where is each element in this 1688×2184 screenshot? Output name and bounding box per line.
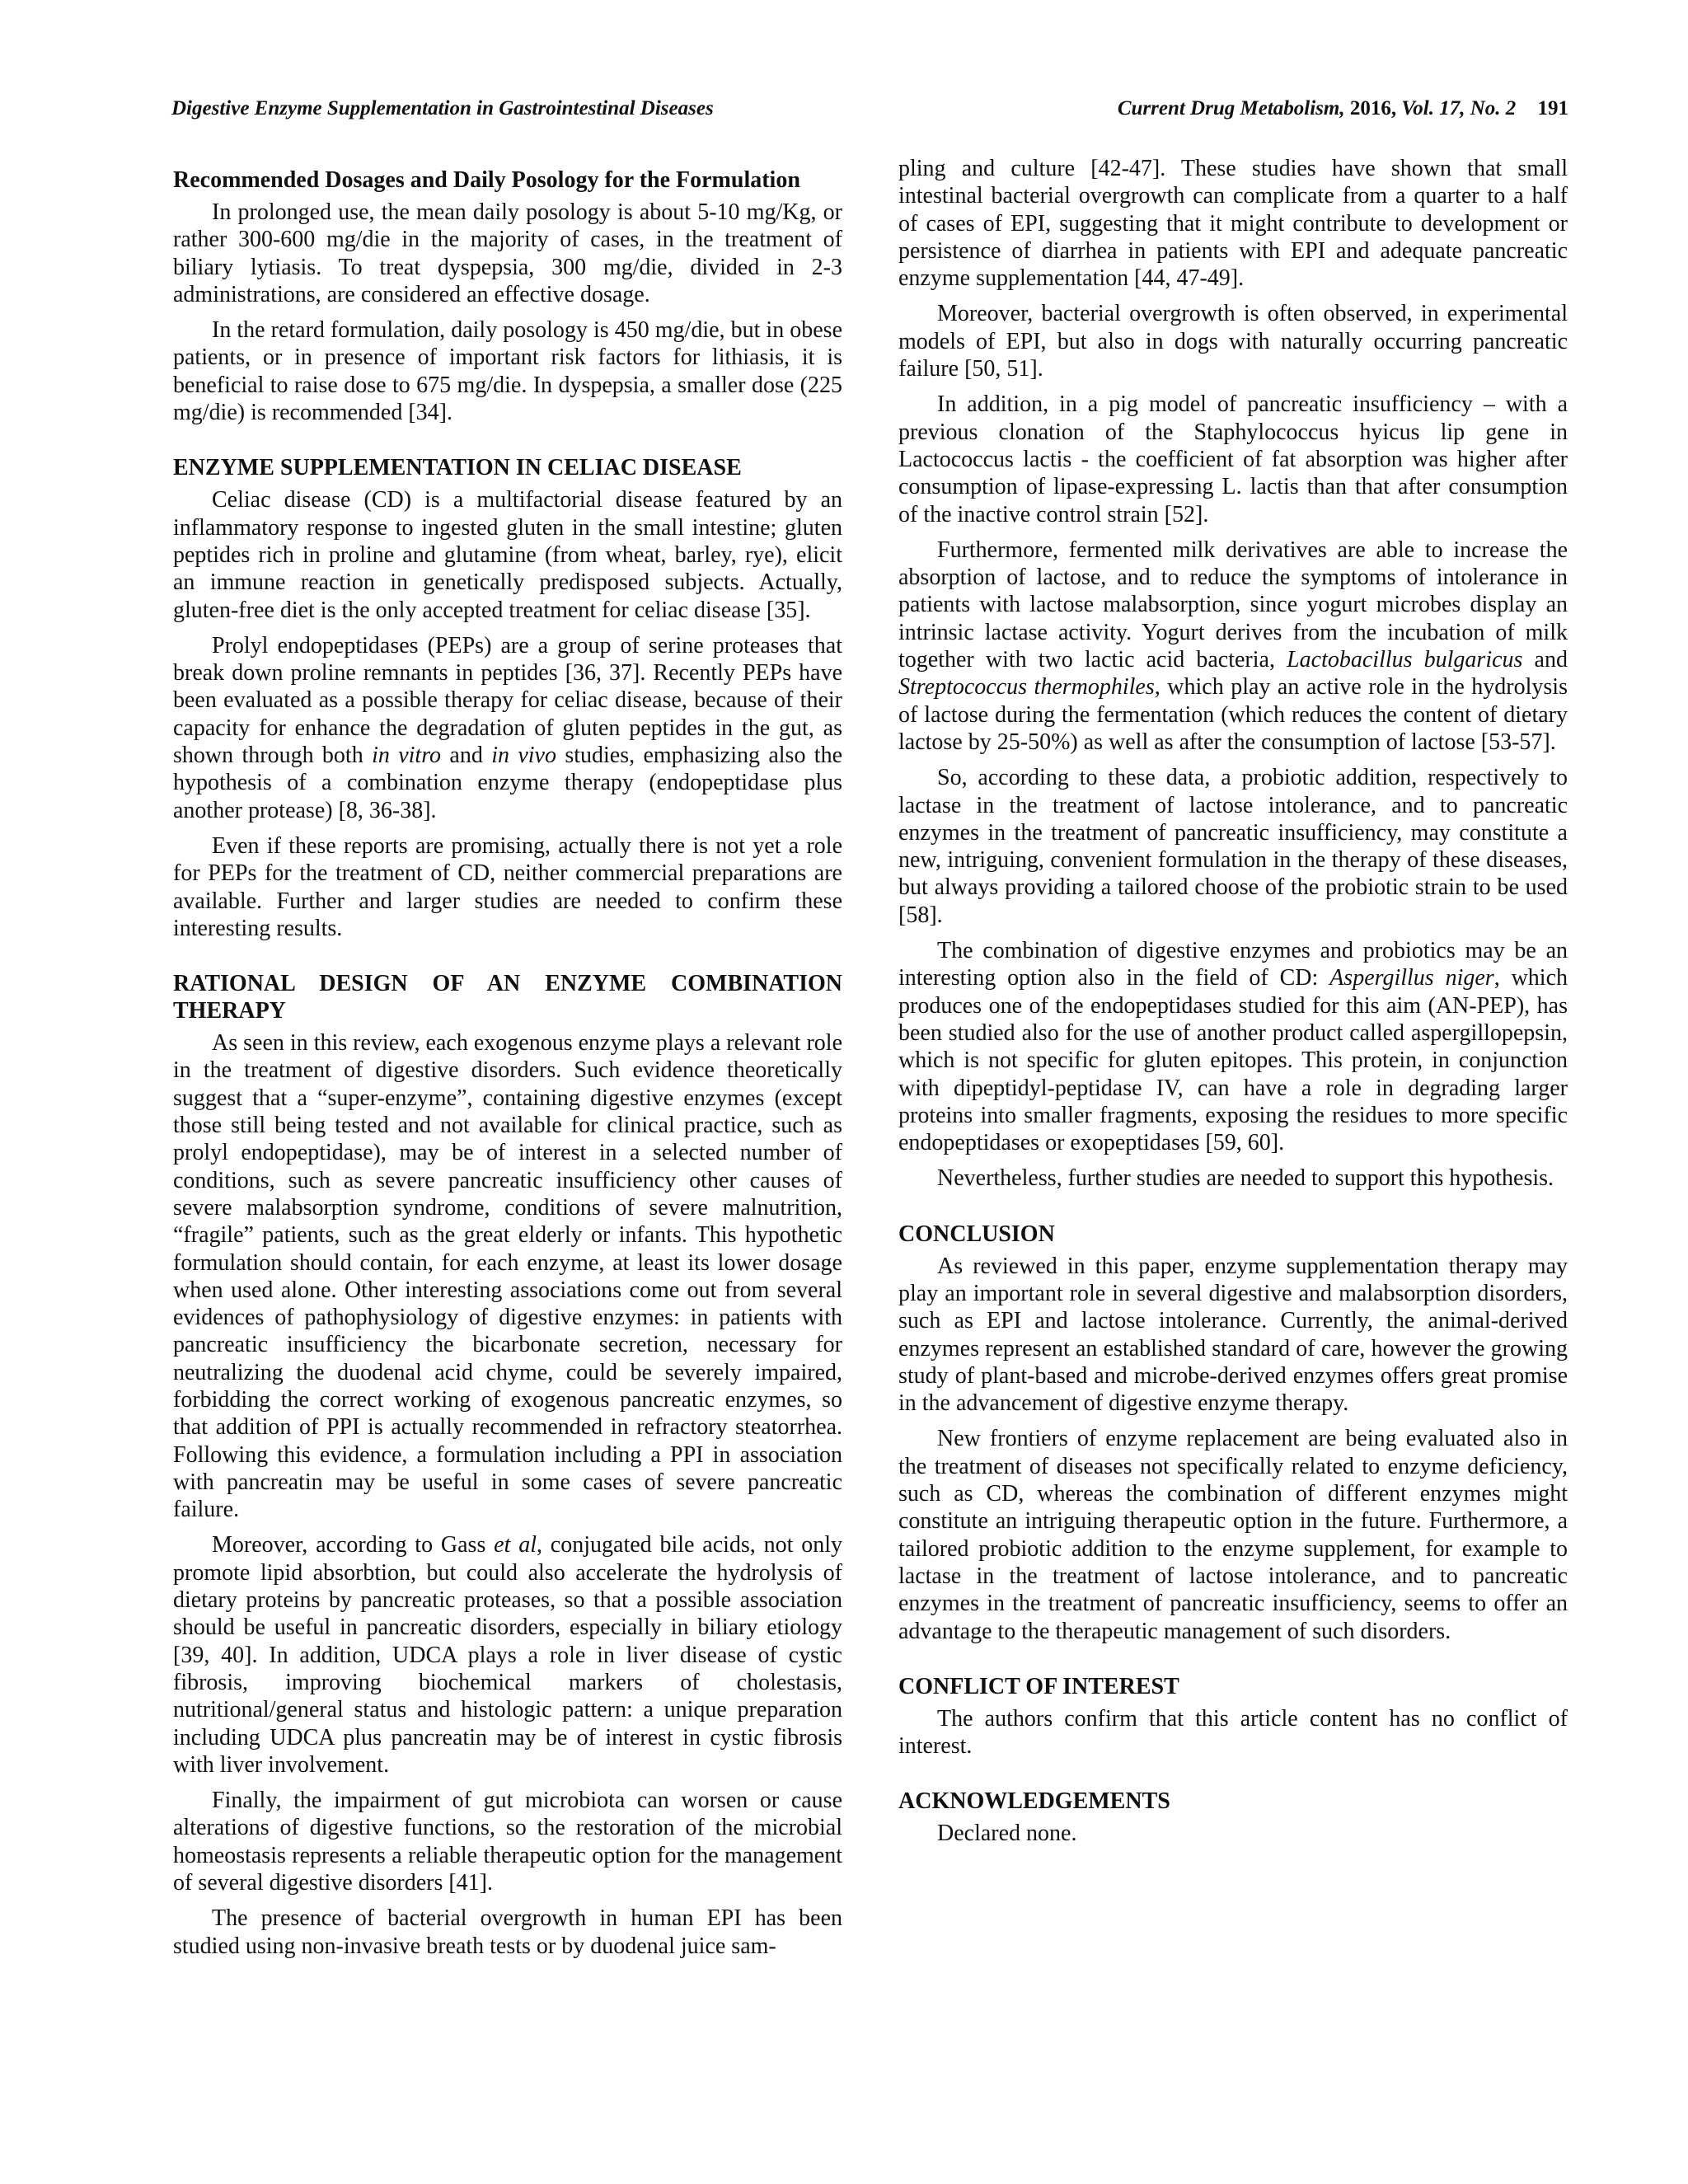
paragraph: New frontiers of enzyme replacement are being evaluated also in the treatment of diseases not specifically related to enzyme deficiency, such as CD, whereas the combination of different enzymes might constitute an intriguing therapeutic option in the future. Furthermore, a tailored probiotic addition to the enzyme supplement, for example to lactase in the treatment of lactose intolerance, and to pancreatic enzymes in the treatment of pancreatic insufficiency, seems to offer an advantage to the therapeutic management of such disorders. — [898, 1426, 1568, 1644]
header-journal: Current Drug Metabolism, — [1117, 97, 1345, 120]
heading-dosages: Recommended Dosages and Daily Posology for the Formulation — [173, 167, 800, 193]
paragraph: Nevertheless, further studies are needed to support this hypothesis. — [937, 1165, 1554, 1192]
paragraph: In prolonged use, the mean daily posology is about 5-10 mg/Kg, or rather 300-600 mg/die in the majority of cases, in the treatment of biliary lytiasis. To treat dyspepsia, 300 mg/die, divided in 2-3 administrations, are considered an effective dosage. — [173, 199, 842, 307]
header-article-title: Digestive Enzyme Supplementation in Gastrointestinal Diseases — [171, 97, 714, 120]
paragraph: Celiac disease (CD) is a multifactorial disease featured by an inflammatory response to ingested gluten in the small intestine; gluten peptides rich in proline and glutamine (from wheat, barley, rye), elicit an immune reaction in genetically predisposed subjects. Actually, gluten-free diet is the only accepted treatment for celiac disease [35]. — [173, 487, 842, 623]
header-year: 2016, — [1349, 97, 1397, 120]
paragraph: Moreover, according to Gass et al, conjugated bile acids, not only promote lipid absorbtion, but could also accelerate the hydrolysis of dietary proteins by pancreatic proteases, so that a possible association should be useful in pancreatic disorders, especially in biliary etiology [39, 40]. In addition, UDCA plays a role in liver disease of cystic fibrosis, improving biochemical markers of cholestasis, nutritional/general status and histologic pattern: a unique preparation including UDCA plus pancreatin may be of interest in cystic fibrosis with liver involvement. — [173, 1532, 842, 1778]
paragraph: Furthermore, fermented milk derivatives are able to increase the absorption of lactose, and to reduce the symptoms of intolerance in patients with lactose malabsorption, since yogurt microbes display an intrinsic lactase activity. Yogurt derives from the incubation of milk together with two lactic acid bacteria, Lactobacillus bulgaricus and Streptococcus thermophiles, which play an active role in the hydrolysis of lactose during the fermentation (which reduces the content of dietary lactose by 25-50%) as well as after the consumption of lactose [53-57]. — [898, 537, 1568, 755]
page-number: 191 — [1537, 97, 1568, 120]
paragraph: As seen in this review, each exogenous enzyme plays a relevant role in the treatment of digestive disorders. Such evidence theoretically suggest that a “super-enzyme”, containing digestive enzymes (except those still being tested and not available for clinical practice, such as prolyl endopeptidase), may be of interest in a selected number of conditions, such as severe pancreatic insufficiency other causes of severe malabsorption syndrome, conditions of severe malnutrition, “fragile” patients, such as the great elderly or infants. This hypothetic formulation should contain, for each enzyme, at least its lower dosage when used alone. Other interesting associations come out from several evidences of pathophysiology of digestive enzymes: in patients with pancreatic insufficiency the bicarbonate secretion, necessary for neutralizing the duodenal acid chyme, could be severely impaired, forbidding the correct working of exogenous pancreatic enzymes, so that addition of PPI is actually recommended in refractory steatorrhea. Following this evidence, a formulation including a PPI in association with pancreatin may be useful in some cases of severe pancreatic failure. — [173, 1030, 842, 1523]
paragraph: The presence of bacterial overgrowth in human EPI has been studied using non-invasive breath tests or by duodenal juice sam- — [173, 1905, 842, 1959]
heading-acknowledgements: ACKNOWLEDGEMENTS — [898, 1788, 1170, 1815]
paragraph: As reviewed in this paper, enzyme supplementation therapy may play an important role in several digestive and malabsorption disorders, such as EPI and lactose intolerance. Currently, the animal-derived enzymes represent an established standard of care, however the growing study of plant-based and microbe-derived enzymes offers great promise in the advancement of digestive enzyme therapy. — [898, 1253, 1568, 1417]
paragraph: Even if these reports are promising, actually there is not yet a role for PEPs for the treatment of CD, neither commercial preparations are available. Further and larger studies are needed to confirm these interesting results. — [173, 832, 842, 941]
paragraph: Moreover, bacterial overgrowth is often observed, in experimental models of EPI, but also in dogs with naturally occurring pancreatic failure [50, 51]. — [898, 301, 1568, 382]
paragraph: The authors confirm that this article content has no conflict of interest. — [898, 1705, 1568, 1760]
heading-conflict-of-interest: CONFLICT OF INTEREST — [898, 1673, 1179, 1699]
paragraph: Finally, the impairment of gut microbiota can worsen or cause alterations of digestive functions, so the restoration of the microbial homeostasis represents a reliable therapeutic option for the management of several digestive disorders [41]. — [173, 1788, 842, 1896]
paragraph: Prolyl endopeptidases (PEPs) are a group of serine proteases that break down proline remnants in peptides [36, 37]. Recently PEPs have been evaluated as a possible therapy for celiac disease, because of their capacity for enhance the degradation of gluten peptides in the gut, as shown through both in vitro and in vivo studies, emphasizing also the hypothesis of a combination enzyme therapy (endopeptidase plus another protease) [8, 36-38]. — [173, 632, 843, 823]
right-column — [898, 155, 1568, 1856]
left-column — [173, 155, 842, 1968]
paragraph: pling and culture [42-47]. These studies have shown that small intestinal bacterial overgrowth can complicate from a quarter to a half of cases of EPI, suggesting that it might contribute to development or persistence of diarrhea in patients with EPI and adequate pancreatic enzyme supplementation [44, 47-49]. — [898, 156, 1568, 292]
paragraph: Declared none. — [937, 1821, 1077, 1847]
header-volume: Vol. 17, No. 2 — [1401, 97, 1517, 120]
heading-rational-design: RATIONAL DESIGN OF AN ENZYME COMBINATION THERAPY — [173, 971, 842, 1024]
paragraph: So, according to these data, a probiotic addition, respectively to lactase in the treatment of lactose intolerance, and to pancreatic enzymes in the treatment of pancreatic insufficiency, may constitute a new, intriguing, convenient formulation in the therapy of these diseases, but always providing a tailored choose of the probiotic strain to be used [58]. — [898, 765, 1568, 928]
header-citation — [1118, 97, 1568, 120]
heading-conclusion: CONCLUSION — [898, 1221, 1055, 1247]
paragraph: In addition, in a pig model of pancreatic insufficiency – with a previous clonation of the Staphylococcus hyicus lip gene in Lactococcus lactis - the coefficient of fat absorption was higher after consumption of lipase-expressing L. lactis than that after consumption of the inactive control strain [52]. — [898, 391, 1568, 527]
paragraph: In the retard formulation, daily posology is 450 mg/die, but in obese patients, or in presence of important risk factors for lithiasis, it is beneficial to raise dose to 675 mg/die. In dyspepsia, a smaller dose (225 mg/die) is recommended [34]. — [173, 317, 842, 426]
paragraph: The combination of digestive enzymes and probiotics may be an interesting option also in the field of CD: Aspergillus niger, which produces one of the endopeptidases studied for this aim (AN-PEP), has been studied also for the use of another product called aspergillopepsin, which is not specific for gluten epitopes. This protein, in conjunction with dipeptidyl-peptidase IV, can have a role in degrading larger proteins into smaller fragments, exposing the residues to more specific endopeptidases or exopeptidases [59, 60]. — [898, 938, 1568, 1156]
running-header — [171, 97, 1568, 130]
heading-celiac: ENZYME SUPPLEMENTATION IN CELIAC DISEASE — [173, 455, 742, 481]
